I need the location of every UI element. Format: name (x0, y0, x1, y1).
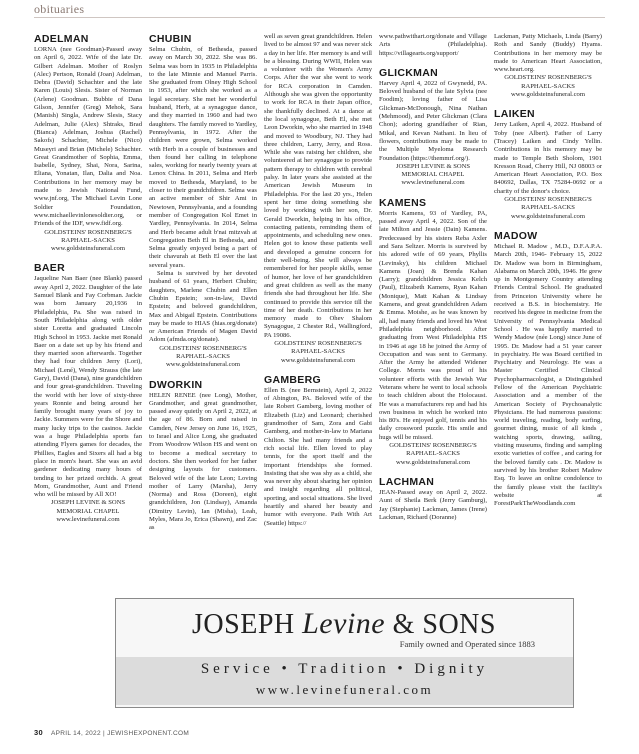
obit-text-dworkin-cont: well as seven great grandchildren. Helen lived to be almost 97 and was never sick a day in her life. Her memory is and will be a blessing. During WWII, Helen was a volunteer with the Women's Army Corps. After the war she went to work for RCA corporation in Camden. Although she was given the opportunity to work for RCA in their Japan office, she thankfully declined. At a dance at the local synagogue, Beth El, she met Leon Dworkin, who she married in 1948 and moved to Woodbury, NJ. They had three children, Larry, Jerry, and Ross. While she was raising her children, she volunteered at her synagogue to provide pattern therapy to children with cerebral palsy. In later years she assisted at the American Jewish Museum in Philadelphia. For the last 20 yrs., Helen spent her time doing something she loved by working with her son, Dr. Gerald Dworkin, helping in his office, contacting patients, reminding them of appointments, and scheduling new ones. Helen got to know these patients well and developed a genuine concern for their well-being. She will always be remembered for her people skills, sense of humor, her love of her grandchildren and great children as well as the many friends she had throughout her life. She continued to provide this service till the time of her death. Contributions in her memory made to Ohev Shalom Synagogue, 2 Chester Rd., Wallingford, PA 19086. (264, 33, 372, 339)
obit-text-dworkin: HELEN RENEE (nee Long), Mother, Grandmother, and great grandmother, passed away quietly on April 2, 2022, at the age of 86. Born and raised in Camden, New Jersey on June 16, 1925, to Israel and Alice Long, she graduated From Woodrow Wilson HS and went on to become a medical secretary to doctors. She then worked for her father designing layouts for customers. Beloved wife of the late Leon; Loving mother of Larry (Marsha), Jerry (Norma) and Ross (Doreen), eight grandchildren, Jon (Lindsay), Amanda (Dimitry Levin), Ian (Misha), Leah, Myles, Mara Jo, Erica (Shawn), and Zac as (149, 391, 257, 532)
obit-sig-kamens: GOLDSTEINS' ROSENBERG'S RAPHAEL-SACKS www.goldsteinsfuneral.com (389, 442, 477, 466)
firm-tagline: Family owned and Operated since 1883 (399, 639, 535, 649)
obit-sig-glickman: JOSEPH LEVINE & SONS MEMORIAL CHAPEL www.levinefuneral.com (395, 162, 471, 187)
obit-name-gamberg: GAMBERG (264, 373, 321, 386)
obit-name-kamens: KAMENS (379, 196, 427, 209)
obit-sig-chubin: GOLDSTEINS' ROSENBERG'S RAPHAEL-SACKS www.goldsteinsfuneral.com (159, 344, 247, 369)
obit-name-dworkin: DWORKIN (149, 378, 203, 391)
obit-name-baer: BAER (34, 262, 65, 275)
firm-name-script: Levine (302, 607, 386, 640)
obit-text-laiken: Jerry Laiken, April 4, 2022. Husband of Toby (nee Albert). Father of Larry (Tracey) Laiken and Cindy Yellin. Contributions in his memory may be made to Temple Beth Sholom, 1901 Kresson Road, Cherry Hill, NJ 08003 or American Heart Association, P.O. Box 840692, Dallas, TX 75284-0692 or a charity of the donor's choice. (494, 121, 602, 195)
section-label: obituaries (34, 2, 85, 16)
obituary-columns (34, 33, 605, 593)
obit-text-chubin: Selma Chubin, of Bethesda, passed away on March 30, 2022. She was 86. Selma was born in 1935 in Philadelphia to the late Minnie and Manuel Parris. She graduated from Olney High School in 1953, after which she worked as a legal secretary. She met her wonderful husband, Herb, at a synagogue dance, and they married in 1960 and had two daughters. The family moved to Yardley, Pennsylvania, in 1972. After the children were grown, Selma worked with Herb in a couple of businesses and then found her calling in telephone sales, working for nearly twenty years at Lenox China. In 2011, Selma and Herb moved to Bethesda, Maryland, to be closer to their grandchildren. Selma was an active member of Shir Ami in Newtown, Pennsylvania, and a founding member of Congregation Kol Emet in Yardley, Pennsylvania. In 2014, Selma and Herb became adult b'nai mitzvah at Congregation Beth El in Bethesda, and Selma greatly enjoyed being a part of their chavurah at Beth El over the last several years. (149, 46, 257, 269)
firm-name (192, 609, 496, 640)
firm-name-part-2: & SONS (385, 609, 496, 640)
obit-sig-lachman: GOLDSTEINS' ROSENBERG'S RAPHAEL-SACKS www.goldsteinsfuneral.com (504, 74, 592, 99)
obit-text-lachman: JEAN-Passed away on April 2, 2022. Aunt of Sheila Berk (Jerry Gamburg), Jay (Stephanie) Lackman, James (Irene) Lackman, Richard (Doranne) (379, 488, 487, 521)
obit-sig-baer: JOSEPH LEVINE & SONS MEMORIAL CHAPEL www.levinefuneral.com (50, 499, 126, 524)
page-footer (34, 728, 605, 742)
funeral-home-advertisement (115, 598, 574, 708)
obit-text-gamberg: Ellen B. (nee Bernstein), April 2, 2022 of Abington, PA. Beloved wife of the late Robert Gamberg, loving mother of Elizabeth (Liz) and Leonard; cherished grandmother of Sam, Zora and Gabi Gamberg, and mother-in-law to Mariana Chilton. She had many friends and a rich social life. Ellen loved to play tennis, for the sport itself and the important friendships she formed. Insisting that she was shy as a child, she was never shy about sharing her opinion and insight regarding all political, sporting, and social situations. She lived heartily and shared her beauty and humor with everyone. Path With Art (Seattle) https:// (264, 386, 372, 527)
column-1 (34, 33, 142, 593)
obit-name-chubin: CHUBIN (149, 33, 192, 45)
obit-sig-laiken: GOLDSTEINS' ROSENBERG'S RAPHAEL-SACKS www.goldsteinsfuneral.com (504, 196, 592, 220)
column-5 (494, 33, 602, 593)
header-rule (34, 17, 605, 18)
obit-text-madow: Michael R. Madow , M.D., D.F.A.P.A. March 20th, 1946- February 15, 2022 Dr. Madow was born in Birmingham, Alabama on March 20th, 1946. He grew up in Montgomery Country attending Friends Central School. He graduated from Princeton University where he received a B.S. in biochemistry. He received his degree in medicine from the University of Pennsylvania Medical School . He was happily married to Wendy Madow (née Long) since June of 1995. Dr. Madow had a 51 year career in psychiatry. He was Board certified in Psychiatry and Neurology. He was a Master Certified Clinical Psychopharmacologist, a Distinguished Fellow of the American Psychiatric Association and a member of the American Society of Psychoanalytic Physicians. He had numerous passions: world traveling, reading, body surfing, gourmet dining, music of all kinds , watching sports, drawing, sailing, visiting museums, finding and sampling exotic varieties of coffee , and caring for the beloved family cats . Dr. Madow is survived by his brother Robert Madow Esq. To leave an online condolence to the family please visit the facility's website at ForestParkTheWoodlands.com (494, 242, 602, 508)
obit-text-baer: Jaqueline Nan Baer (nee Blank) passed away April 2, 2022. Daughter of the late Samuel Blank and Fay Corbman. Jackie was born January 20,1936 in Philadelphia, Pa. She was raised in South Philadelphia along with older sister Loretta and graduated Lincoln High School in 1953. Jackie met Ronald Baer on a date set up by his friend and they married soon afterwards. Together they had four children Jerry (Lori), Michael (Lené), Wendy Strauss (the late Gary), David (Dana), nine grandchildren and four great-grandchildren. Traveling the world with her love of sixty-three years Ronnie and being around her family brought many years of joy to Jackie. Summers were for the Shore and many lucky trips to the casinos. Jackie was a huge Philadelphia sports fan attending Flyers games for decades, the Phillies, Eagles and Sixers all had a big place in mom's heart. She was an avid gardener dedicating many hours of tending to her prized orchids. A great Mom, Grandmother, Aunt and Friend who will be missed by All XO! (34, 275, 142, 499)
firm-name-part-1: JOSEPH (192, 609, 303, 640)
obit-text-adelman: LORNA (nee Goodman)-Passed away on April 6, 2022. Wife of the late Dr. Gilbert Adelman. Mother of Roslyn (Alec) Pertson, Ronald (Joan) Adelman, Debra (David) Schachter and the late Karen (Louis) Slesis. Sister of Norman (Arlene) Goodman. Bubbie of Dana Gilson, Jennifer (Greg) Mehok, Sara (Manish) Singla, Andrew Slesis, Stacy Adelman, Julie (Alex) Shtraks, Brad (Bianca) Adelman, Joshua (Rachel) Sakofs) Schachter, Michele (Nico) Museyri and Brian (Michele) Schachter. Great Grandmother of Sophia, Emma, Isabelle, Sydney, Shai, Nora, Sarina, Eliana, Yonatan, Ilan, Dalia and Noa. Contributions in her memory may be made to Jewish National Fund, www.jnf.org, The Michael Levin Lone Soldier Foundation, www.michaellevinlonesoldier.org, or Friends of the IDF, www.fidf.org. (34, 46, 142, 228)
obit-name-laiken: LAIKEN (494, 108, 535, 121)
obit-sig-adelman: GOLDSTEINS' ROSENBERG'S RAPHAEL-SACKS www.goldsteinsfuneral.com (44, 228, 132, 253)
obit-text-gamberg-cont: www.pathwithart.org/donate and Village Arts (Philadelphia). https://villagearts.org/support/ (379, 33, 487, 57)
obit-name-adelman: ADELMAN (34, 33, 89, 45)
section-header (34, 0, 605, 22)
obit-sig-dworkin: GOLDSTEINS' ROSENBERG'S RAPHAEL-SACKS www.goldsteinsfuneral.com (274, 339, 362, 364)
column-3 (264, 33, 372, 593)
page-number: 30 (34, 728, 43, 737)
obit-text-kamens: Morris Kamens, 93 of Yardley, PA, passed away April 4, 2022. Son of the late Milton and Jessie (Dain) Kamens. Predeceased by his sisters Reba Axler and Sara Seltzer. Morris is survived by his adored wife of 69 years, Phyllis (Levinsky), his children Michael Kamens (Joan) & Brenda Kahan (Larry); grandchildren Jessica Kelch (Paul), Elizabeth Kamens, Ryan Kahan (Monique), Matt Kahan & Lindsay Kamens, and great grandchildren Adam & Emma. Moishe, as he was known by all, had many friends and loved his West Philadelphia neighborhood. After graduating from West Philadelphia HS in 1946 at age 18 he joined the Army of Occupation and was sent to Germany. After the Army he attended Widener College. Morris was proud of his volunteer efforts with the Jewish War Veterans where he went to local schools to teach children about the Holocaust. He was a manufacturers rep and had his own business in which he worked into his 80's. He enjoyed golf, tennis and his daily crossword puzzle. His smile and hugs will be missed. (379, 209, 487, 441)
publication-info: APRIL 14, 2022 | JEWISHEXPONENT.COM (51, 730, 190, 737)
obit-text-chubin-2: Selma is survived by her devoted husband of 61 years, Herbert Chubin; daughters, Marlene Chubin and Ellen Chubin Epstein; son-in-law, David Epstein; and beloved grandchildren, Max and Abigail Epstein. Contributions may be made to HIAS (hias.org/donate) or American Friends of Magen David Adom (afmda.org/donate). (149, 270, 257, 344)
obit-name-glickman: GLICKMAN (379, 66, 438, 79)
firm-url[interactable]: www.levinefuneral.com (255, 682, 434, 697)
obit-text-glickman: Harvey April 4, 2022 of Gwynedd, PA. Beloved husband of the late Sylvia (nee Foodim); loving father of Lisa Glickman-McDonough, Nina Nathan (Mehmood), and Peter Glickman (Clara Chon); adoring grandfather of Rian, Mikal, and Kevan Nathani. In lieu of flowers, contributions may be made to the Multiple Myeloma Research Foundation (https://themmrf.org/). (379, 79, 487, 162)
firm-motto: Service • Tradition • Dignity (200, 661, 489, 677)
obit-text-lachman-cont: Lackman, Patty Michaels, Linda (Barry) Roth and Sandy (Buddy) Hyams. Contributions in her memory may be made to American Heart Association, www.heart.org. (494, 33, 602, 74)
column-4 (379, 33, 487, 593)
obit-name-madow: MADOW (494, 229, 538, 242)
column-2 (149, 33, 257, 593)
obit-name-lachman: LACHMAN (379, 475, 435, 488)
